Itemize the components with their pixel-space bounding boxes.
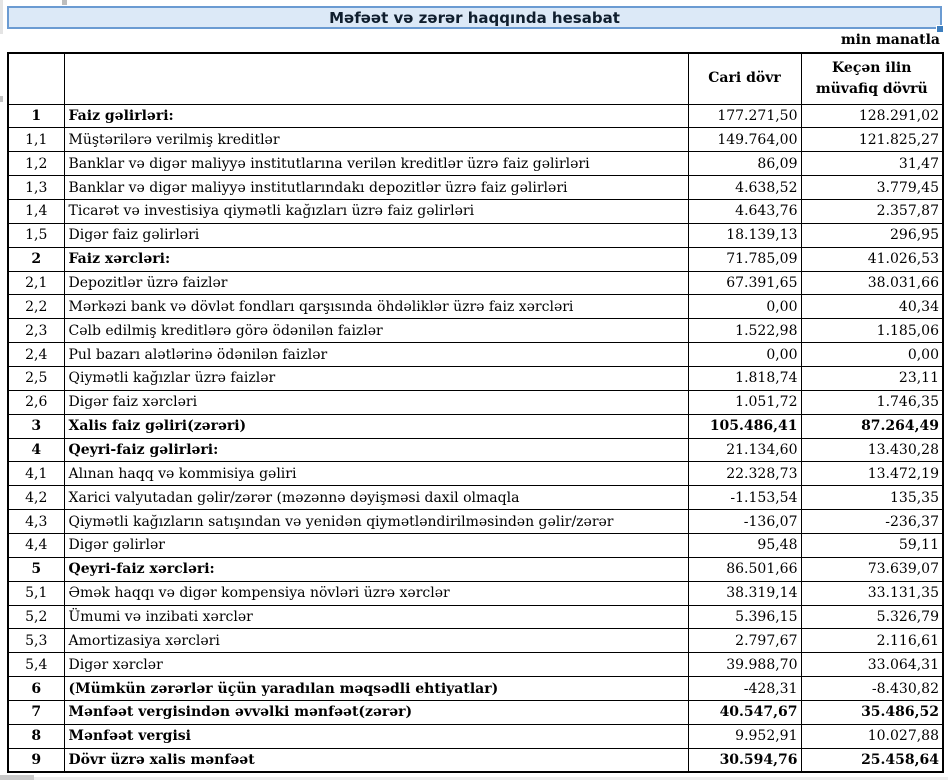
row-number[interactable]: 1,1 <box>8 128 64 152</box>
row-value-previous[interactable]: 31,47 <box>801 152 943 176</box>
row-value-current[interactable]: 21.134,60 <box>688 438 801 462</box>
row-number[interactable]: 2,3 <box>8 319 64 343</box>
row-label[interactable]: Ticarət və investisiya qiymətli kağızları üzrə faiz gəlirləri <box>64 199 688 223</box>
row-value-previous[interactable]: 10.027,88 <box>801 724 943 748</box>
table-row <box>8 605 943 629</box>
row-label[interactable]: Digər xərclər <box>64 653 688 677</box>
table-row <box>8 581 943 605</box>
header-number-cell[interactable] <box>8 53 64 104</box>
row-number[interactable]: 7 <box>8 700 64 724</box>
table-header-row <box>8 53 943 104</box>
row-value-current[interactable]: 9.952,91 <box>688 724 801 748</box>
row-value-previous[interactable]: 2.357,87 <box>801 199 943 223</box>
row-number[interactable]: 1,3 <box>8 176 64 200</box>
row-value-current[interactable]: 39.988,70 <box>688 653 801 677</box>
sheet-edge-artifact <box>0 775 34 780</box>
row-number[interactable]: 2,4 <box>8 343 64 367</box>
table-row <box>8 700 943 724</box>
profit-loss-table <box>7 52 944 773</box>
row-number[interactable]: 4,3 <box>8 510 64 534</box>
row-number[interactable]: 2,6 <box>8 390 64 414</box>
table-row <box>8 462 943 486</box>
table-row <box>8 366 943 390</box>
row-value-current[interactable]: 18.139,13 <box>688 223 801 247</box>
row-value-previous[interactable]: 5.326,79 <box>801 605 943 629</box>
row-value-current[interactable]: 86.501,66 <box>688 557 801 581</box>
row-label[interactable]: Pul bazarı alətlərinə ödənilən faizlər <box>64 343 688 367</box>
table-row <box>8 653 943 677</box>
row-value-previous[interactable]: -8.430,82 <box>801 677 943 701</box>
row-label[interactable]: Mənfəət vergisindən əvvəlki mənfəət(zərər) <box>64 700 688 724</box>
table-row <box>8 247 943 271</box>
row-label[interactable]: Banklar və digər maliyyə institutlarına verilən kreditlər üzrə faiz gəlirləri <box>64 152 688 176</box>
table-row <box>8 748 943 772</box>
unit-label: min manatla <box>840 32 940 48</box>
row-label[interactable]: Qiymətli kağızların satışından və yenidən qiymətləndirilməsindən gəlir/zərər <box>64 510 688 534</box>
row-value-current[interactable]: 0,00 <box>688 295 801 319</box>
table-row <box>8 724 943 748</box>
table-row <box>8 390 943 414</box>
row-value-previous[interactable]: -236,37 <box>801 510 943 534</box>
row-value-current[interactable]: 2.797,67 <box>688 629 801 653</box>
unit-label-cell[interactable] <box>7 29 942 52</box>
row-label[interactable]: Digər gəlirlər <box>64 533 688 557</box>
row-number[interactable]: 5,3 <box>8 629 64 653</box>
row-value-previous[interactable]: 2.116,61 <box>801 629 943 653</box>
row-number[interactable]: 1,5 <box>8 223 64 247</box>
row-number[interactable]: 4,4 <box>8 533 64 557</box>
row-value-current[interactable]: 30.594,76 <box>688 748 801 772</box>
row-value-current[interactable]: 95,48 <box>688 533 801 557</box>
row-value-current[interactable]: 1.818,74 <box>688 366 801 390</box>
row-number[interactable]: 9 <box>8 748 64 772</box>
table-row <box>8 414 943 438</box>
row-label[interactable]: Faiz gəlirləri: <box>64 104 688 128</box>
row-value-current[interactable]: 40.547,67 <box>688 700 801 724</box>
row-value-current[interactable]: 4.643,76 <box>688 199 801 223</box>
row-label[interactable]: Dövr üzrə xalis mənfəət <box>64 748 688 772</box>
row-number[interactable]: 8 <box>8 724 64 748</box>
row-number[interactable]: 6 <box>8 677 64 701</box>
table-row <box>8 557 943 581</box>
row-number[interactable]: 5 <box>8 557 64 581</box>
row-value-current[interactable]: 86,09 <box>688 152 801 176</box>
row-value-current[interactable]: -1.153,54 <box>688 486 801 510</box>
row-label[interactable]: Xalis faiz gəliri(zərəri) <box>64 414 688 438</box>
row-value-previous[interactable]: 1.185,06 <box>801 319 943 343</box>
table-row <box>8 176 943 200</box>
row-value-current[interactable]: 0,00 <box>688 343 801 367</box>
row-value-previous[interactable]: 41.026,53 <box>801 247 943 271</box>
row-value-current[interactable]: 105.486,41 <box>688 414 801 438</box>
table-row <box>8 271 943 295</box>
row-label[interactable]: Mərkəzi bank və dövlət fondları qarşısında öhdəliklər üzrə faiz xərcləri <box>64 295 688 319</box>
row-number[interactable]: 1,2 <box>8 152 64 176</box>
row-value-current[interactable]: 22.328,73 <box>688 462 801 486</box>
row-value-previous[interactable]: 128.291,02 <box>801 104 943 128</box>
table-row <box>8 486 943 510</box>
row-number[interactable]: 4,1 <box>8 462 64 486</box>
table-row <box>8 510 943 534</box>
row-value-current[interactable]: 1.522,98 <box>688 319 801 343</box>
table-row <box>8 677 943 701</box>
table-row <box>8 199 943 223</box>
row-value-previous[interactable]: 3.779,45 <box>801 176 943 200</box>
header-current-period[interactable]: Cari dövr <box>688 53 801 104</box>
table-row <box>8 629 943 653</box>
row-label[interactable]: Mənfəət vergisi <box>64 724 688 748</box>
column-divider-mark <box>62 0 67 5</box>
row-value-current[interactable]: 177.271,50 <box>688 104 801 128</box>
header-description-cell[interactable] <box>64 53 688 104</box>
report-title-cell[interactable] <box>7 6 942 29</box>
table-row <box>8 223 943 247</box>
row-number[interactable]: 3 <box>8 414 64 438</box>
row-label[interactable]: Qeyri-faiz gəlirləri: <box>64 438 688 462</box>
table-row <box>8 295 943 319</box>
row-value-previous[interactable]: 23,11 <box>801 366 943 390</box>
row-label[interactable]: (Mümkün zərərlər üçün yaradılan məqsədli ehtiyatlar) <box>64 677 688 701</box>
row-number[interactable]: 1,4 <box>8 199 64 223</box>
row-label[interactable]: Əmək haqqı və digər kompensiya növləri üzrə xərclər <box>64 581 688 605</box>
row-value-previous[interactable]: 25.458,64 <box>801 748 943 772</box>
table-row <box>8 319 943 343</box>
row-value-previous[interactable]: 13.472,19 <box>801 462 943 486</box>
row-number[interactable]: 2,2 <box>8 295 64 319</box>
header-previous-period[interactable]: Keçən ilin müvafiq dövrü <box>801 53 943 104</box>
row-value-current[interactable]: 149.764,00 <box>688 128 801 152</box>
row-label[interactable]: Amortizasiya xərcləri <box>64 629 688 653</box>
row-value-previous[interactable]: 38.031,66 <box>801 271 943 295</box>
row-number[interactable]: 2 <box>8 247 64 271</box>
row-label[interactable]: Cəlb edilmiş kreditlərə görə ödənilən faizlər <box>64 319 688 343</box>
row-value-previous[interactable]: 35.486,52 <box>801 700 943 724</box>
row-value-current[interactable]: -136,07 <box>688 510 801 534</box>
sheet-edge-artifact <box>0 96 3 102</box>
row-label[interactable]: Banklar və digər maliyyə institutlarındakı depozitlər üzrə faiz gəlirləri <box>64 176 688 200</box>
row-value-previous[interactable]: 40,34 <box>801 295 943 319</box>
row-number[interactable]: 4,2 <box>8 486 64 510</box>
row-label[interactable]: Ümumi və inzibati xərclər <box>64 605 688 629</box>
row-label[interactable]: Faiz xərcləri: <box>64 247 688 271</box>
row-value-previous[interactable]: 13.430,28 <box>801 438 943 462</box>
page-title: Məfəət və zərər haqqında hesabat <box>329 8 620 27</box>
row-number[interactable]: 5,1 <box>8 581 64 605</box>
row-value-current[interactable]: -428,31 <box>688 677 801 701</box>
table-row <box>8 533 943 557</box>
row-label[interactable]: Digər faiz gəlirləri <box>64 223 688 247</box>
table-row <box>8 128 943 152</box>
row-value-previous[interactable]: 1.746,35 <box>801 390 943 414</box>
row-label[interactable]: Digər faiz xərcləri <box>64 390 688 414</box>
row-label[interactable]: Müştərilərə verilmiş kreditlər <box>64 128 688 152</box>
row-value-previous[interactable]: 121.825,27 <box>801 128 943 152</box>
row-label[interactable]: Qiymətli kağızlar üzrə faizlər <box>64 366 688 390</box>
row-value-previous[interactable]: 0,00 <box>801 343 943 367</box>
row-value-previous[interactable]: 59,11 <box>801 533 943 557</box>
table-row <box>8 343 943 367</box>
row-number[interactable]: 5,4 <box>8 653 64 677</box>
row-value-previous[interactable]: 87.264,49 <box>801 414 943 438</box>
row-value-previous[interactable]: 73.639,07 <box>801 557 943 581</box>
table-row <box>8 104 943 128</box>
row-label[interactable]: Xarici valyutadan gəlir/zərər (məzənnə dəyişməsi daxil olmaqla <box>64 486 688 510</box>
row-number[interactable]: 2,1 <box>8 271 64 295</box>
row-value-previous[interactable]: 296,95 <box>801 223 943 247</box>
row-number[interactable]: 4 <box>8 438 64 462</box>
row-value-current[interactable]: 5.396,15 <box>688 605 801 629</box>
row-value-current[interactable]: 4.638,52 <box>688 176 801 200</box>
row-number[interactable]: 1 <box>8 104 64 128</box>
row-label[interactable]: Qeyri-faiz xərcləri: <box>64 557 688 581</box>
row-value-current[interactable]: 67.391,65 <box>688 271 801 295</box>
row-value-current[interactable]: 1.051,72 <box>688 390 801 414</box>
row-value-previous[interactable]: 135,35 <box>801 486 943 510</box>
row-label[interactable]: Alınan haqq və kommisiya gəliri <box>64 462 688 486</box>
table-row <box>8 438 943 462</box>
row-value-previous[interactable]: 33.064,31 <box>801 653 943 677</box>
sheet-edge-artifact <box>0 0 3 34</box>
row-value-current[interactable]: 71.785,09 <box>688 247 801 271</box>
row-value-previous[interactable]: 33.131,35 <box>801 581 943 605</box>
row-number[interactable]: 5,2 <box>8 605 64 629</box>
row-label[interactable]: Depozitlər üzrə faizlər <box>64 271 688 295</box>
row-value-current[interactable]: 38.319,14 <box>688 581 801 605</box>
row-number[interactable]: 2,5 <box>8 366 64 390</box>
table-row <box>8 152 943 176</box>
